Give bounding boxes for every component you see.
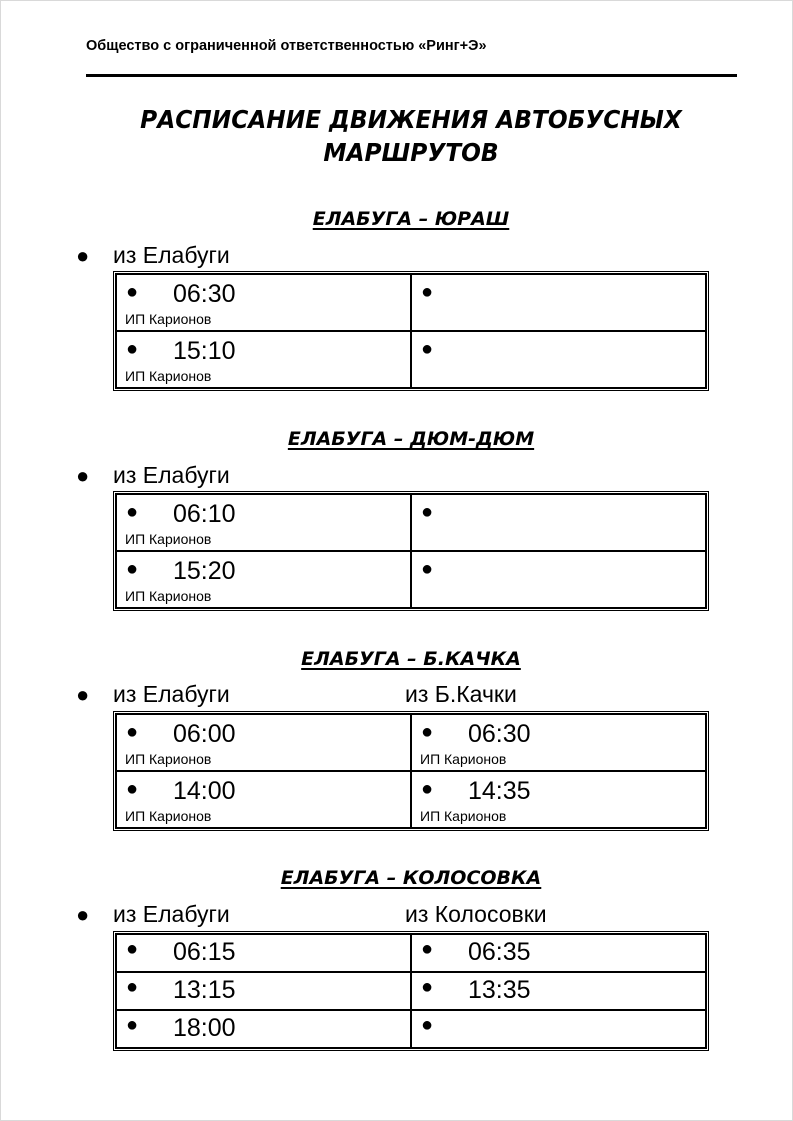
bullet-icon: ● [126, 938, 139, 960]
header-rule [86, 74, 737, 77]
schedule-table [113, 271, 709, 391]
schedule-cell [116, 1010, 411, 1048]
bullet-icon: ● [421, 338, 434, 360]
bullet-icon: ● [421, 976, 434, 998]
schedule-cell [411, 551, 706, 608]
bullet-icon: ● [126, 338, 139, 360]
departure-time: 15:20 [173, 557, 236, 585]
departure-time: 14:00 [173, 777, 236, 805]
schedule-cell [411, 1010, 706, 1048]
operator-name: ИП Карионов [420, 808, 507, 824]
bullet-icon: ● [421, 558, 434, 580]
direction-right: из Б.Качки [405, 681, 517, 707]
bullet-icon: ● [421, 501, 434, 523]
departure-time: 06:30 [468, 720, 531, 748]
direction-label: из Елабуги [113, 901, 230, 927]
departure-time: 15:10 [173, 337, 236, 365]
schedule-cell [411, 972, 706, 1010]
table-row [116, 274, 706, 331]
schedule-cell [411, 274, 706, 331]
bullet-icon: ● [421, 778, 434, 800]
table-row [116, 771, 706, 828]
direction-left [76, 242, 230, 269]
table-row [116, 972, 706, 1010]
organization-name: Общество с ограниченной ответственностью «Ринг+Э» [86, 38, 487, 54]
operator-name: ИП Карионов [125, 368, 212, 384]
bullet-icon: ● [421, 938, 434, 960]
page-title-line2: МАРШРУТОВ [323, 138, 499, 167]
bullet-icon: ● [421, 281, 434, 303]
schedule-cell [411, 771, 706, 828]
direction-label: из Елабуги [113, 242, 230, 268]
bullet-icon: ● [126, 1014, 139, 1036]
page-title-line1: РАСПИСАНИЕ ДВИЖЕНИЯ АВТОБУСНЫХ [140, 105, 682, 134]
operator-name: ИП Карионов [125, 531, 212, 547]
direction-left [76, 462, 230, 489]
schedule-cell [116, 494, 411, 551]
departure-time: 18:00 [173, 1014, 236, 1042]
departure-time: 06:30 [173, 280, 236, 308]
schedule-cell [116, 274, 411, 331]
schedule-cell [116, 771, 411, 828]
bullet-icon: ● [126, 281, 139, 303]
schedule-cell [116, 934, 411, 972]
schedule-cell [116, 714, 411, 771]
bullet-icon: ● [421, 721, 434, 743]
table-row [116, 714, 706, 771]
direction-left [76, 901, 230, 928]
bullet-icon: ● [76, 902, 90, 927]
schedule-cell [411, 934, 706, 972]
direction-label: из Елабуги [113, 462, 230, 488]
table-row [116, 551, 706, 608]
departure-time: 13:15 [173, 976, 236, 1004]
departure-time: 06:15 [173, 938, 236, 966]
bullet-icon: ● [76, 682, 90, 707]
schedule-cell [116, 331, 411, 388]
departure-time: 14:35 [468, 777, 531, 805]
schedule-table [113, 711, 709, 831]
direction-label: из Елабуги [113, 681, 230, 707]
operator-name: ИП Карионов [420, 751, 507, 767]
route-title: ЕЛАБУГА – КОЛОСОВКА [280, 867, 542, 889]
table-row [116, 1010, 706, 1048]
bullet-icon: ● [126, 501, 139, 523]
schedule-cell [116, 551, 411, 608]
table-row [116, 494, 706, 551]
bullet-icon: ● [126, 558, 139, 580]
departure-time: 13:35 [468, 976, 531, 1004]
departure-time: 06:00 [173, 720, 236, 748]
bullet-icon: ● [76, 463, 90, 488]
operator-name: ИП Карионов [125, 751, 212, 767]
operator-name: ИП Карионов [125, 311, 212, 327]
bullet-icon: ● [126, 778, 139, 800]
schedule-cell [116, 972, 411, 1010]
direction-right: из Колосовки [405, 901, 547, 927]
departure-time: 06:10 [173, 500, 236, 528]
schedule-table [113, 931, 709, 1051]
route-title: ЕЛАБУГА – ЮРАШ [312, 208, 510, 230]
table-row [116, 331, 706, 388]
page-title [29, 103, 793, 169]
departure-time: 06:35 [468, 938, 531, 966]
bullet-icon: ● [126, 976, 139, 998]
table-row [116, 934, 706, 972]
operator-name: ИП Карионов [125, 588, 212, 604]
schedule-cell [411, 331, 706, 388]
schedule-cell [411, 714, 706, 771]
route-title: ЕЛАБУГА – ДЮМ-ДЮМ [287, 428, 535, 450]
route-title: ЕЛАБУГА – Б.КАЧКА [301, 648, 521, 670]
schedule-table [113, 491, 709, 611]
operator-name: ИП Карионов [125, 808, 212, 824]
bullet-icon: ● [76, 243, 90, 268]
bullet-icon: ● [421, 1014, 434, 1036]
schedule-cell [411, 494, 706, 551]
direction-left [76, 681, 230, 708]
bullet-icon: ● [126, 721, 139, 743]
